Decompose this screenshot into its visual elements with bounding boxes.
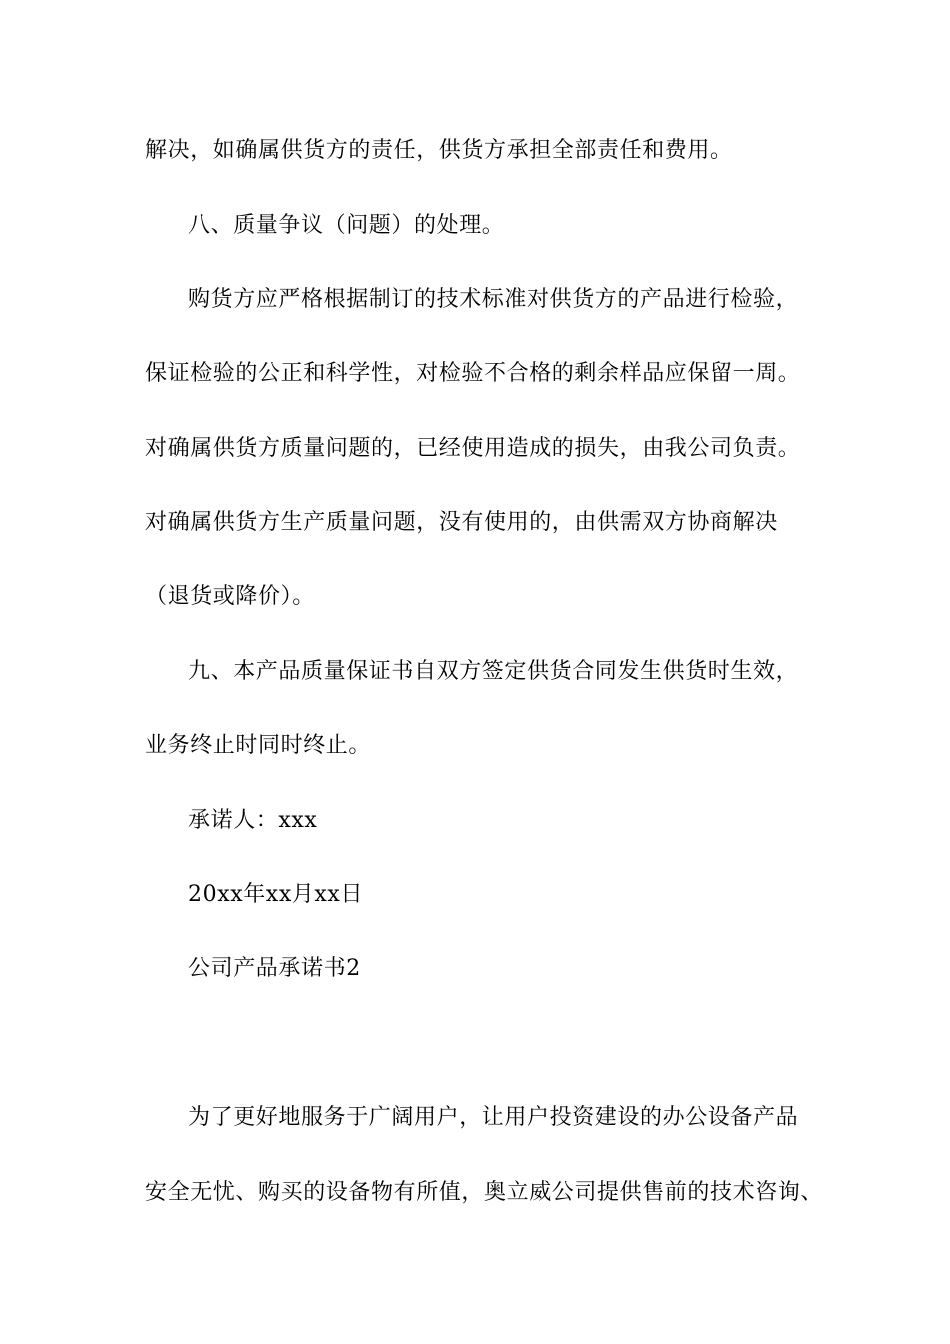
date-line: 20xx年xx月xx日	[188, 882, 364, 907]
section-heading: 八、质量争议（问题）的处理。	[188, 213, 505, 238]
paragraph-line: 保证检验的公正和科学性，对检验不合格的剩余样品应保留一周。	[145, 361, 801, 386]
paragraph-line: 解决，如确属供货方的责任，供货方承担全部责任和费用。	[145, 138, 733, 163]
paragraph-line: 安全无忧、购买的设备物有所值，奥立威公司提供售前的技术咨询、	[145, 1180, 824, 1205]
signatory-line: 承诺人：xxx	[188, 808, 318, 833]
paragraph-line: 购货方应严格根据制订的技术标准对供货方的产品进行检验，	[188, 287, 799, 312]
document-title: 公司产品承诺书2	[188, 956, 361, 981]
paragraph-line: （退货或降价）。	[145, 584, 315, 609]
paragraph-line: 对确属供货方生产质量问题，没有使用的，由供需双方协商解决	[145, 510, 778, 535]
paragraph-line: 对确属供货方质量问题的，已经使用造成的损失，由我公司负责。	[145, 436, 801, 461]
paragraph-line: 为了更好地服务于广阔用户，让用户投资建设的办公设备产品	[188, 1105, 799, 1130]
paragraph-line: 业务终止时同时终止。	[145, 733, 372, 758]
section-heading: 九、本产品质量保证书自双方签定供货合同发生供货时生效，	[188, 659, 799, 684]
